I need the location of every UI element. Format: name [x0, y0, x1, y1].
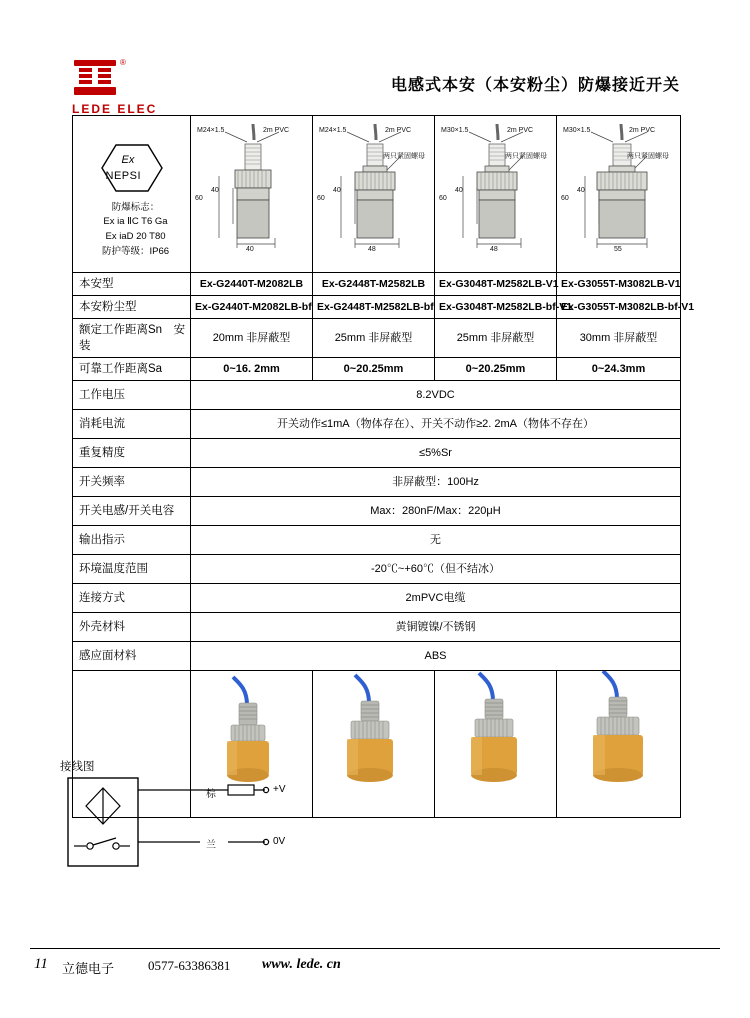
page-number: 11: [34, 956, 48, 972]
row-1-value-3: Ex-G3055T-M3082LB-bf-V1: [557, 296, 681, 319]
logo-mark-icon: [72, 58, 118, 98]
row-0-value-2: Ex-G3048T-M2582LB-V1: [435, 273, 557, 296]
sensor-drawing-svg-4: [557, 116, 681, 266]
spec-label-1: 消耗电流: [73, 410, 191, 439]
wire-label-brown: 棕: [206, 789, 216, 800]
ex-line-3: 防护等级：IP66: [101, 245, 170, 257]
spec-label-4: 开关电感/开关电容: [73, 497, 191, 526]
bodyheight-label-4: 40: [577, 187, 585, 194]
ex-mark-bottom: NEPSI: [105, 169, 142, 182]
wiring-diagram: [60, 758, 360, 888]
spec-value-5: 无: [191, 526, 681, 555]
table-row-intrinsic-safe: [73, 273, 681, 296]
dimension-drawing-3: [435, 116, 557, 273]
table-row-repeatability: [73, 439, 681, 468]
spec-label-9: 感应面材料: [73, 642, 191, 671]
nut-note-3: 两只紧固螺母: [505, 153, 547, 160]
width-label-3: 48: [490, 246, 498, 253]
row-2-value-0: 20mm 非屏蔽型: [191, 319, 313, 358]
wire-label-plus: +V: [273, 784, 286, 795]
dimension-drawing-2: [313, 116, 435, 273]
row-0-value-0: Ex-G2440T-M2082LB: [191, 273, 313, 296]
thread-label-3: M30×1.5: [441, 127, 469, 134]
spec-label-8: 外壳材料: [73, 613, 191, 642]
row-1-value-2: Ex-G3048T-M2582LB-bf-V1: [435, 296, 557, 319]
width-label-4: 55: [614, 246, 622, 253]
height-label-4: 60: [561, 195, 569, 202]
height-label-2: 60: [317, 195, 325, 202]
table-row-inductance: [73, 497, 681, 526]
logo-text: LEDE ELEC: [72, 102, 158, 116]
product-photo-svg-3: [435, 671, 557, 811]
table-row-housing: [73, 613, 681, 642]
ex-lines: [77, 201, 186, 260]
row-3-value-0: 0~16. 2mm: [191, 358, 313, 381]
page-header: [0, 28, 750, 116]
footer-divider: [30, 948, 720, 949]
spec-value-8: 黄铜镀镍/不锈钢: [191, 613, 681, 642]
row-label-3: 可靠工作距离Sa: [73, 358, 191, 381]
row-3-value-1: 0~20.25mm: [313, 358, 435, 381]
cable-label-2: 2m PVC: [385, 127, 412, 134]
table-row-sa: [73, 358, 681, 381]
table-row-dust-type: [73, 296, 681, 319]
footer-company: 立德电子: [62, 961, 115, 976]
sensor-drawing-svg-1: [191, 116, 313, 266]
thread-label-4: M30×1.5: [563, 127, 591, 134]
row-2-value-3: 30mm 非屏蔽型: [557, 319, 681, 358]
page-title: 电感式本安（本安粉尘）防爆接近开关: [390, 77, 680, 94]
row-1-value-0: Ex-G2440T-M2082LB-bf: [191, 296, 313, 319]
wire-label-0v: 0V: [273, 836, 286, 847]
spec-label-5: 输出指示: [73, 526, 191, 555]
table-row-temperature: [73, 555, 681, 584]
spec-label-7: 连接方式: [73, 584, 191, 613]
registered-mark: ®: [120, 58, 126, 67]
table-row-face-material: [73, 642, 681, 671]
table-row-current: [73, 410, 681, 439]
company-logo: [72, 58, 232, 114]
row-2-value-2: 25mm 非屏蔽型: [435, 319, 557, 358]
table-row-connection: [73, 584, 681, 613]
ex-line-1: Ex ia ⅡC T6 Ga: [103, 216, 168, 228]
specification-table: [72, 115, 695, 818]
row-label-0: 本安型: [73, 273, 191, 296]
bodyheight-label-3: 40: [455, 187, 463, 194]
bodyheight-label-2: 40: [333, 187, 341, 194]
wiring-diagram-title: 接线图: [60, 761, 95, 773]
height-label-3: 60: [439, 195, 447, 202]
row-3-value-3: 0~24.3mm: [557, 358, 681, 381]
thread-label-1: M24×1.5: [197, 127, 225, 134]
table-row-voltage: [73, 381, 681, 410]
spec-value-1: 开关动作≤1mA（物体存在）、开关不动作≥2. 2mA（物体不存在）: [191, 410, 681, 439]
table-row-sn: [73, 319, 681, 358]
spec-label-2: 重复精度: [73, 439, 191, 468]
dimension-drawing-1: [191, 116, 313, 273]
spec-value-4: Max：280nF/Max：220μH: [191, 497, 681, 526]
spec-value-2: ≤5%Sr: [191, 439, 681, 468]
ex-line-2: Ex iaD 20 T80: [105, 231, 166, 242]
ex-line-0: 防爆标志：: [111, 201, 160, 213]
nut-note-2: 两只紧固螺母: [383, 153, 425, 160]
row-0-value-3: Ex-G3055T-M3082LB-V1: [557, 273, 681, 296]
spec-value-6: -20℃~+60℃（但不结冰）: [191, 555, 681, 584]
row-2-value-1: 25mm 非屏蔽型: [313, 319, 435, 358]
spec-value-9: ABS: [191, 642, 681, 671]
page-footer: [0, 948, 750, 988]
product-photo-3: [435, 671, 557, 817]
spec-label-6: 环境温度范围: [73, 555, 191, 584]
product-photo-4: [557, 671, 681, 817]
row-label-1: 本安粉尘型: [73, 296, 191, 319]
nut-note-4: 两只紧固螺母: [627, 153, 669, 160]
footer-phone: 0577-63386381: [148, 958, 231, 973]
dimension-drawing-4: [557, 116, 681, 273]
spec-value-7: 2mPVC电缆: [191, 584, 681, 613]
row-3-value-2: 0~20.25mm: [435, 358, 557, 381]
table-row-frequency: [73, 468, 681, 497]
row-1-value-1: Ex-G2448T-M2582LB-bf: [313, 296, 435, 319]
spec-label-3: 开关频率: [73, 468, 191, 497]
product-photo-svg-4: [557, 671, 681, 811]
spec-value-3: 非屏蔽型：100Hz: [191, 468, 681, 497]
table-row-output-indicator: [73, 526, 681, 555]
width-label-2: 48: [368, 246, 376, 253]
height-label-1: 60: [195, 195, 203, 202]
sensor-drawing-svg-2: [313, 116, 435, 266]
spec-value-0: 8.2VDC: [191, 381, 681, 410]
width-label-1: 40: [246, 246, 254, 253]
row-0-value-1: Ex-G2448T-M2582LB: [313, 273, 435, 296]
thread-label-2: M24×1.5: [319, 127, 347, 134]
spec-label-0: 工作电压: [73, 381, 191, 410]
footer-website[interactable]: www. lede. cn: [262, 957, 341, 972]
table-row-drawings: [73, 116, 681, 273]
ex-mark-top: Ex: [121, 153, 135, 166]
ex-marking-cell: [73, 116, 191, 273]
ex-logo: [94, 143, 170, 195]
cable-label-1: 2m PVC: [263, 127, 290, 134]
bodyheight-label-1: 40: [211, 187, 219, 194]
wiring-schematic-svg: [60, 776, 320, 894]
cable-label-3: 2m PVC: [507, 127, 534, 134]
cable-label-4: 2m PVC: [629, 127, 656, 134]
wire-label-blue: 兰: [206, 840, 216, 851]
sensor-drawing-svg-3: [435, 116, 557, 266]
row-label-2: 额定工作距离Sn 安装: [73, 319, 191, 358]
